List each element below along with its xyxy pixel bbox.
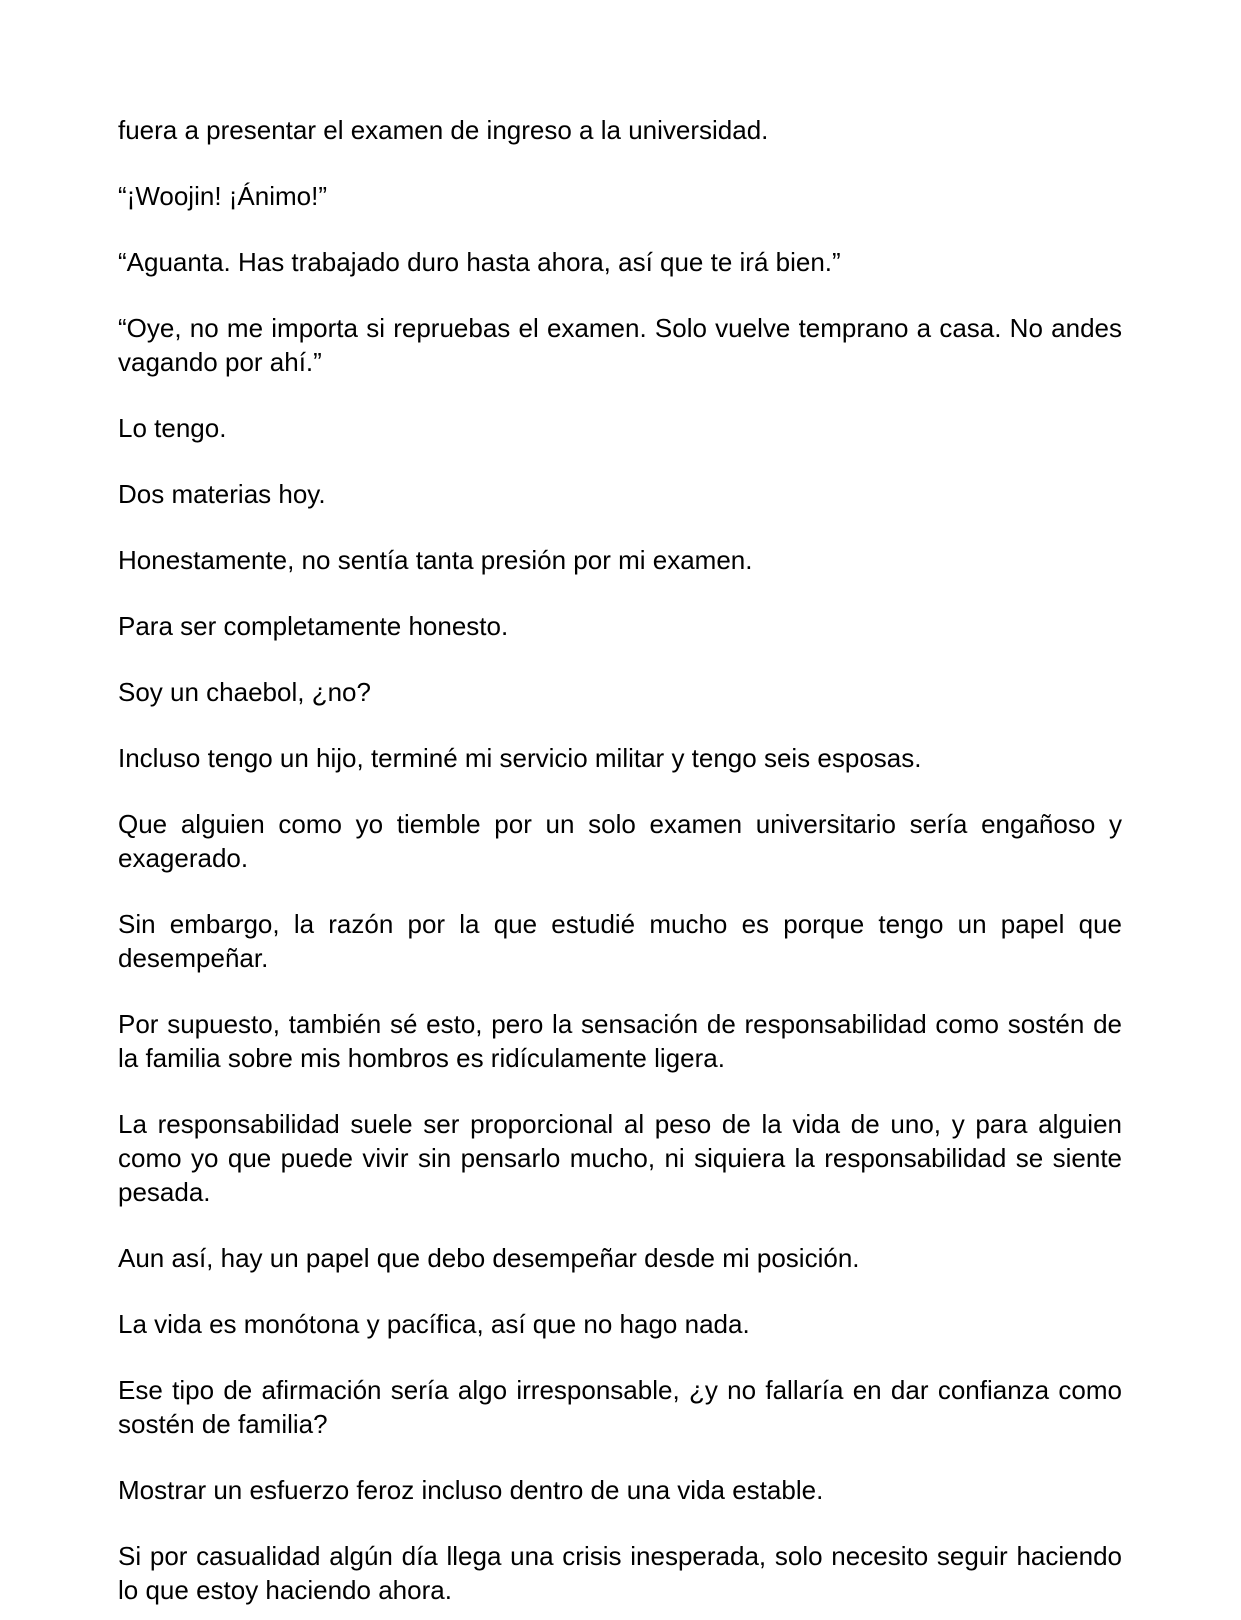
paragraph: Lo tengo. [118, 413, 227, 443]
paragraph: “¡Woojin! ¡Ánimo!” [118, 181, 328, 211]
paragraph: La responsabilidad suele ser proporcional al peso de la vida de uno, y para alguien como yo que puede vivir sin pensarlo mucho, ni siquiera la responsabilidad se siente pesada. [118, 1109, 1122, 1207]
paragraph: Para ser completamente honesto. [118, 611, 509, 641]
paragraph: Que alguien como yo tiemble por un solo examen universitario sería engañoso y exagerado. [118, 809, 1122, 873]
paragraph: Si por casualidad algún día llega una crisis inesperada, solo necesito seguir haciendo lo que estoy haciendo ahora. [118, 1541, 1122, 1605]
paragraph: fuera a presentar el examen de ingreso a la universidad. [118, 115, 769, 145]
paragraph: Sin embargo, la razón por la que estudié mucho es porque tengo un papel que desempeñar. [118, 909, 1122, 973]
paragraph: Ese tipo de afirmación sería algo irresponsable, ¿y no fallaría en dar confianza como sostén de familia? [118, 1375, 1122, 1439]
paragraph: Soy un chaebol, ¿no? [118, 677, 371, 707]
text-column [118, 113, 1122, 1607]
paragraph: La vida es monótona y pacífica, así que no hago nada. [118, 1309, 750, 1339]
paragraph: Por supuesto, también sé esto, pero la sensación de responsabilidad como sostén de la familia sobre mis hombros es ridículamente ligera. [118, 1009, 1122, 1073]
paragraph: “Oye, no me importa si repruebas el examen. Solo vuelve temprano a casa. No andes vagando por ahí.” [118, 313, 1122, 377]
paragraph: Honestamente, no sentía tanta presión por mi examen. [118, 545, 753, 575]
paragraph: Mostrar un esfuerzo feroz incluso dentro de una vida estable. [118, 1475, 824, 1505]
paragraph: “Aguanta. Has trabajado duro hasta ahora, así que te irá bien.” [118, 247, 841, 277]
paragraph: Dos materias hoy. [118, 479, 326, 509]
paragraph: Aun así, hay un papel que debo desempeñar desde mi posición. [118, 1243, 860, 1273]
paragraph: Incluso tengo un hijo, terminé mi servicio militar y tengo seis esposas. [118, 743, 922, 773]
